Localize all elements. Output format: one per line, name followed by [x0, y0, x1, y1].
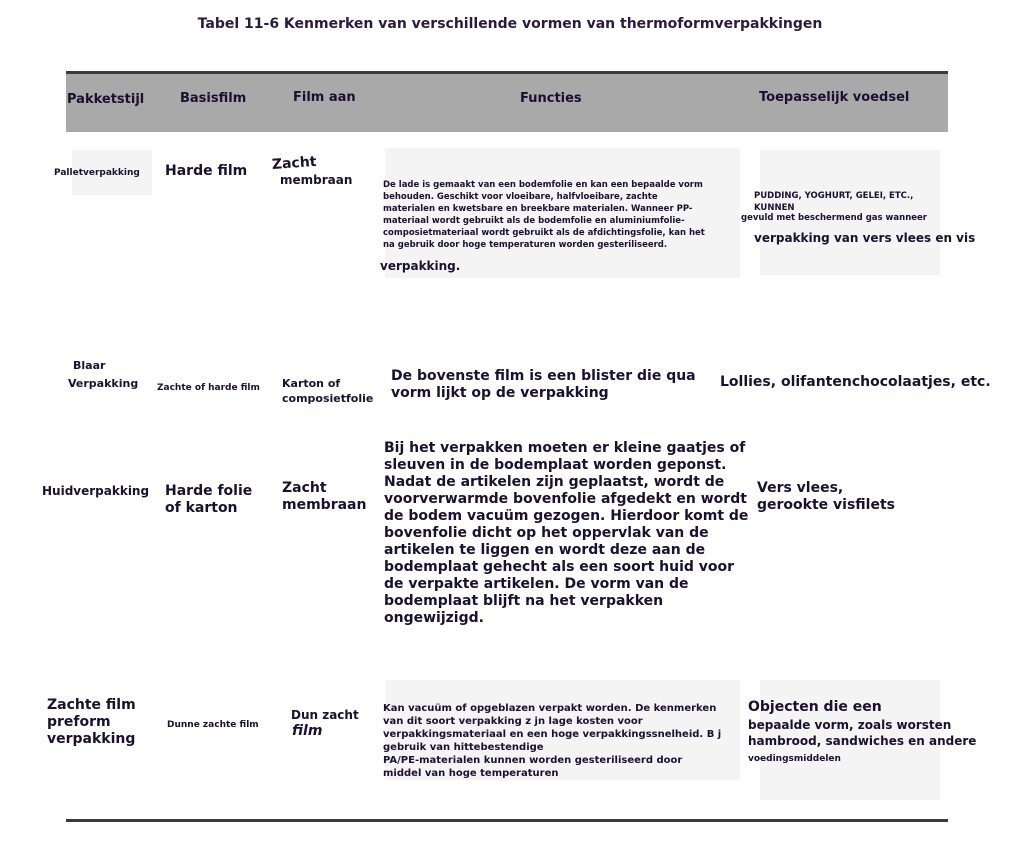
header-applicable-food: Toepasselijk voedsel: [759, 90, 910, 105]
header-cover-film: Film aan: [293, 90, 356, 105]
row4-food-b: bepaalde vorm, zoals worsten hambrood, sandwiches en andere: [748, 718, 977, 748]
row1-cover-b: membraan: [280, 173, 353, 187]
row2-cover: Karton of composietfolie: [282, 377, 374, 405]
row1-functions: De lade is gemaakt van een bodemfolie en kan een bepaalde vorm behouden. Geschikt voor vloeibare, halfvloeibare, zachte materialen en kwetsbare en breekbare materialen. Wanneer PP- materiaal wordt gebruikt als de bodemfolie en aluminiumfolie- composietmateriaal wordt gebruikt als de afdichtingsfolie, kan het na gebruik door hoge temperaturen worden gesteriliseerd.: [383, 180, 705, 250]
row4-cover-a: Dun zacht: [291, 708, 359, 722]
row3-base: Harde folie of karton: [165, 483, 253, 516]
row1-style: Palletverpakking: [54, 168, 140, 178]
row4-food-a: Objecten die een: [748, 699, 882, 715]
row1-food-c: verpakking van vers vlees en vis: [754, 231, 976, 245]
row1-functions-extra: verpakking.: [380, 259, 461, 273]
row4-cover-b: film: [292, 723, 323, 739]
row2-functions: De bovenste film is een blister die qua vorm lijkt op de verpakking: [391, 368, 696, 401]
row1-food-a: PUDDING, YOGHURT, GELEI, ETC., KUNNEN: [754, 191, 914, 213]
table-bottom-rule: [66, 819, 948, 822]
row3-functions: Bij het verpakken moeten er kleine gaatjes of sleuven in de bodemplaat worden geponst. Nadat de artikelen zijn geplaatst, wordt de voorverwarmde bovenfolie afgedekt en wordt de bodem vacuüm gezogen. Hierdoor komt de bovenfolie dicht op het oppervlak van de artikelen te liggen en wordt deze aan de bodemplaat gehecht als een soort huid voor de verpakte artikelen. De vorm van de bodemplaat blijft na het verpakken ongewijzigd.: [384, 440, 749, 626]
row2-food: Lollies, olifantenchocolaatjes, etc.: [720, 374, 991, 390]
row1-food-b: gevuld met beschermend gas wanneer: [741, 213, 927, 223]
row2-base: Zachte of harde film: [157, 383, 260, 393]
row2-style-b: Verpakking: [68, 377, 139, 390]
header-base-film: Basisfilm: [180, 91, 247, 106]
page-title: Tabel 11-6 Kenmerken van verschillende vormen van thermoformverpakkingen: [197, 16, 823, 32]
row4-style: Zachte film preform verpakking: [47, 697, 136, 747]
row2-style-a: Blaar: [73, 359, 106, 372]
row4-base: Dunne zachte film: [167, 720, 259, 730]
row4-functions: Kan vacuüm of opgeblazen verpakt worden. De kenmerken van dit soort verpakking z jn lage kosten voor verpakkingsmateriaal en een hoge verpakkingssnelheid. B j gebruik van hittebestendige PA/PE-materialen kunnen worden gesteriliseerd door middel van hoge temperaturen: [383, 703, 722, 779]
row3-style: Huidverpakking: [42, 484, 150, 498]
header-package-style: Pakketstijl: [67, 92, 145, 107]
row1-cover-a: Zacht: [271, 153, 317, 173]
row3-cover: Zacht membraan: [282, 480, 367, 513]
row4-food-c: voedingsmiddelen: [748, 754, 841, 764]
row1-base: Harde film: [165, 163, 248, 179]
row3-food: Vers vlees, gerookte visfilets: [757, 480, 895, 513]
header-functions: Functies: [520, 91, 582, 106]
